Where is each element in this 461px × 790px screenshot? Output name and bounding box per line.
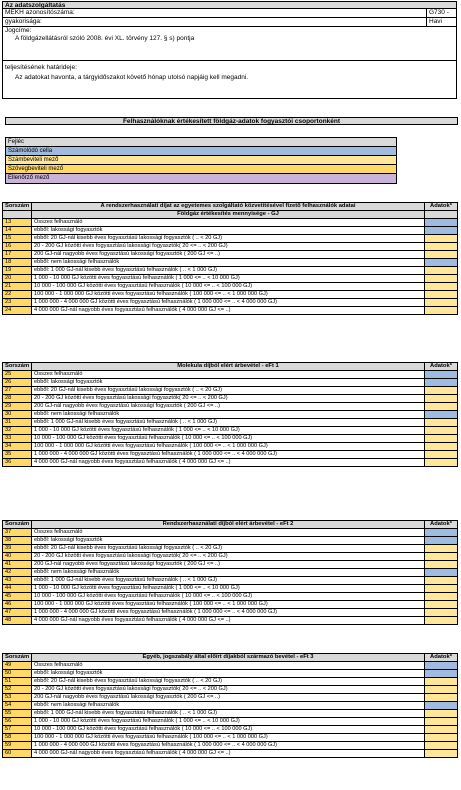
legal-row — [2, 27, 457, 61]
input-cell[interactable] — [425, 718, 458, 726]
row-number: 55 — [3, 710, 32, 718]
deadline-row — [2, 61, 457, 99]
row-number: 21 — [3, 283, 32, 291]
row-description: 1 000 000 - 4 000 000 GJ közötti éves fogyasztású felhasználók ( 1 000 000 <= .. < 4 000 000 GJ) — [32, 299, 425, 307]
row-description: 1 000 - 10 000 GJ közötti éves fogyasztású felhasználók ( 1 000 <= .. < 10 000 GJ) — [32, 585, 425, 593]
section-title: Egyéb, jogszabály által előírt díjakból származó bevétel - eFt 3 — [32, 654, 425, 662]
row-description: ebből: 20 GJ-nál kisebb éves fogyasztású lakossági fogyasztók ( .. < 20 GJ) — [32, 678, 425, 686]
row-number: 45 — [3, 593, 32, 601]
row-number: 52 — [3, 686, 32, 694]
table-row — [3, 617, 458, 625]
row-description: Összes felhasználó — [32, 662, 425, 670]
row-number: 40 — [3, 553, 32, 561]
table-row — [3, 411, 458, 419]
row-number: 16 — [3, 243, 32, 251]
section-subtitle: Földgáz értékesítés mennyisége - GJ — [32, 211, 425, 219]
row-description: 10 000 - 100 000 GJ közötti éves fogyasztású felhasználók ( 10 000 <= .. < 100 000 GJ) — [32, 726, 425, 734]
row-description: 4 000 000 GJ-nál nagyobb éves fogyasztású felhasználók ( 4 000 000 GJ <= ..) — [32, 307, 425, 315]
col-header-adatok: Adatok* — [425, 203, 458, 211]
row-number: 41 — [3, 561, 32, 569]
header-title: Az adatszolgáltatás — [2, 1, 457, 9]
row-description: ebből: 1 000 GJ-nál kisebb éves fogyasztású felhasználók ( .. < 1 000 GJ) — [32, 267, 425, 275]
input-cell[interactable] — [425, 435, 458, 443]
input-cell[interactable] — [425, 235, 458, 243]
main-title: Felhasználóknak értékesített földgáz-adatok fogyasztói csoportonként — [5, 117, 458, 125]
col-header-adatok: Adatok* — [425, 363, 458, 371]
table-row — [3, 593, 458, 601]
section-header-row — [3, 203, 458, 211]
input-cell[interactable] — [425, 601, 458, 609]
calculated-cell — [425, 702, 458, 710]
calculated-cell — [425, 259, 458, 267]
legend-item-calc: Számolódó cella — [6, 147, 396, 156]
row-description: 100 000 - 1 000 000 GJ közötti éves fogyasztású felhasználók ( 100 000 <= .. < 1 000 000 GJ) — [32, 291, 425, 299]
col-header-adatok: Adatok* — [425, 654, 458, 662]
row-number: 48 — [3, 617, 32, 625]
calculated-cell — [425, 227, 458, 235]
row-number: 26 — [3, 379, 32, 387]
row-description: 1 000 000 - 4 000 000 GJ közötti éves fogyasztású felhasználók ( 1 000 000 <= .. < 4 000 000 GJ) — [32, 609, 425, 617]
row-number: 46 — [3, 601, 32, 609]
row-number: 25 — [3, 371, 32, 379]
row-description: 1 000 000 - 4 000 000 GJ közötti éves fogyasztású felhasználók ( 1 000 000 <= .. < 4 000 000 GJ) — [32, 742, 425, 750]
table-row — [3, 577, 458, 585]
freq-value: Havi — [426, 18, 456, 26]
row-number: 29 — [3, 403, 32, 411]
table-row — [3, 459, 458, 467]
row-number: 23 — [3, 299, 32, 307]
row-number: 42 — [3, 569, 32, 577]
section-subtitle-row — [3, 211, 458, 219]
row-description: 4 000 000 GJ-nál nagyobb éves fogyasztású felhasználók ( 4 000 000 GJ <= ..) — [32, 459, 425, 467]
input-cell[interactable] — [425, 251, 458, 259]
input-cell[interactable] — [425, 291, 458, 299]
row-description: ebből: lakossági fogyasztók — [32, 379, 425, 387]
col-header-sorszam: Sorszám — [3, 654, 32, 662]
row-description: ebből: 20 GJ-nál kisebb éves fogyasztású lakossági fogyasztók ( .. < 20 GJ) — [32, 235, 425, 243]
row-description: 1 000 - 10 000 GJ közötti éves fogyasztású felhasználók ( 1 000 <= .. < 10 000 GJ) — [32, 275, 425, 283]
row-number: 56 — [3, 718, 32, 726]
table-row — [3, 275, 458, 283]
row-number: 57 — [3, 726, 32, 734]
row-description: 1 000 - 10 000 GJ közötti éves fogyasztású felhasználók ( 1 000 <= .. < 10 000 GJ) — [32, 718, 425, 726]
row-number: 44 — [3, 585, 32, 593]
freq-row — [2, 18, 457, 27]
row-description: ebből: 20 GJ-nál kisebb éves fogyasztású lakossági fogyasztók ( .. < 20 GJ) — [32, 387, 425, 395]
table-row — [3, 569, 458, 577]
row-description: ebből: lakossági fogyasztók — [32, 227, 425, 235]
table-row — [3, 710, 458, 718]
row-description: 200 GJ-nál nagyobb éves fogyasztású lakossági fogyasztók ( 200 GJ <= ..) — [32, 251, 425, 259]
row-number: 20 — [3, 275, 32, 283]
row-description: 200 GJ-nál nagyobb éves fogyasztású lakossági fogyasztók ( 200 GJ <= ..) — [32, 403, 425, 411]
table-row — [3, 750, 458, 758]
row-description: ebből: nem lakossági felhasználók — [32, 569, 425, 577]
table-row — [3, 267, 458, 275]
input-cell[interactable] — [425, 609, 458, 617]
input-cell[interactable] — [425, 307, 458, 315]
input-cell[interactable] — [425, 750, 458, 758]
row-description: ebből: 1 000 GJ-nál kisebb éves fogyasztású felhasználók ( .. < 1 000 GJ) — [32, 710, 425, 718]
table-row — [3, 435, 458, 443]
calculated-cell — [425, 411, 458, 419]
table-row — [3, 537, 458, 545]
table-row — [3, 678, 458, 686]
row-number: 53 — [3, 694, 32, 702]
table-row — [3, 662, 458, 670]
row-description: 100 000 - 1 000 000 GJ közötti éves fogyasztású felhasználók ( 100 000 <= .. < 1 000 000 GJ) — [32, 601, 425, 609]
empty-cell — [3, 211, 32, 219]
section-header-row — [3, 654, 458, 662]
input-cell[interactable] — [425, 403, 458, 411]
section-title: Molekula díjból elért árbevétel - eFt 1 — [32, 363, 425, 371]
calculated-cell — [425, 219, 458, 227]
section-table-3 — [2, 520, 458, 625]
row-description: ebből: lakossági fogyasztók — [32, 670, 425, 678]
input-cell[interactable] — [425, 742, 458, 750]
row-description: ebből: 20 GJ-nál kisebb éves fogyasztású lakossági fogyasztók ( .. < 20 GJ) — [32, 545, 425, 553]
row-number: 15 — [3, 235, 32, 243]
calculated-cell — [425, 569, 458, 577]
legend-item-text-input: Szövegbeviteli mező — [6, 165, 396, 174]
table-row — [3, 545, 458, 553]
table-row — [3, 529, 458, 537]
section-header-row — [3, 521, 458, 529]
table-row — [3, 395, 458, 403]
row-number: 58 — [3, 734, 32, 742]
col-header-sorszam: Sorszám — [3, 521, 32, 529]
row-number: 27 — [3, 387, 32, 395]
input-cell[interactable] — [425, 561, 458, 569]
input-cell[interactable] — [425, 451, 458, 459]
row-number: 49 — [3, 662, 32, 670]
table-row — [3, 553, 458, 561]
row-description: Összes felhasználó — [32, 371, 425, 379]
row-number: 17 — [3, 251, 32, 259]
section-title: Rendszerhasználati díjból elért árbevétel - eFt 2 — [32, 521, 425, 529]
input-cell[interactable] — [425, 577, 458, 585]
table-row — [3, 451, 458, 459]
row-number: 31 — [3, 419, 32, 427]
row-number: 37 — [3, 529, 32, 537]
row-number: 18 — [3, 259, 32, 267]
row-description: 20 - 200 GJ közötti éves fogyasztású lakossági fogyasztók( 20 <= .. < 200 GJ) — [32, 395, 425, 403]
section-table-1 — [2, 202, 458, 315]
table-row — [3, 243, 458, 251]
table-row — [3, 601, 458, 609]
input-cell[interactable] — [425, 686, 458, 694]
legend — [5, 137, 397, 184]
input-cell[interactable] — [425, 726, 458, 734]
mekh-label: MEKH azonosítószáma: — [5, 9, 75, 16]
legal-text: A földgázellátásról szóló 2008. évi XL. törvény 127. § s) pontja — [15, 35, 195, 42]
empty-cell — [425, 211, 458, 219]
row-number: 33 — [3, 435, 32, 443]
row-number: 36 — [3, 459, 32, 467]
row-description: 10 000 - 100 000 GJ közötti éves fogyasztású felhasználók ( 10 000 <= .. < 100 000 GJ) — [32, 435, 425, 443]
row-number: 34 — [3, 443, 32, 451]
row-number: 59 — [3, 742, 32, 750]
calculated-cell — [425, 529, 458, 537]
input-cell[interactable] — [425, 299, 458, 307]
table-row — [3, 419, 458, 427]
input-cell[interactable] — [425, 710, 458, 718]
freq-label: gyakorisága: — [5, 18, 42, 25]
input-cell[interactable] — [425, 553, 458, 561]
legal-label: Jogcíme: — [5, 27, 32, 34]
table-row — [3, 251, 458, 259]
row-description: 1 000 - 10 000 GJ közötti éves fogyasztású felhasználók ( 1 000 <= .. < 10 000 GJ) — [32, 427, 425, 435]
row-description: ebből: nem lakossági felhasználók — [32, 411, 425, 419]
section-table-4 — [2, 653, 458, 758]
input-cell[interactable] — [425, 734, 458, 742]
row-description: 200 GJ-nál nagyobb éves fogyasztású lakossági fogyasztók ( 200 GJ <= ..) — [32, 694, 425, 702]
table-row — [3, 443, 458, 451]
col-header-adatok: Adatok* — [425, 521, 458, 529]
table-row — [3, 259, 458, 267]
table-row — [3, 387, 458, 395]
row-number: 47 — [3, 609, 32, 617]
row-number: 38 — [3, 537, 32, 545]
input-cell[interactable] — [425, 243, 458, 251]
input-cell[interactable] — [425, 283, 458, 291]
calculated-cell — [425, 670, 458, 678]
section-table-2 — [2, 362, 458, 467]
table-row — [3, 219, 458, 227]
section-header-row — [3, 363, 458, 371]
row-description: ebből: 1 000 GJ-nál kisebb éves fogyasztású felhasználók ( .. < 1 000 GJ) — [32, 419, 425, 427]
table-row — [3, 307, 458, 315]
input-cell[interactable] — [425, 585, 458, 593]
table-row — [3, 427, 458, 435]
row-number: 54 — [3, 702, 32, 710]
input-cell[interactable] — [425, 678, 458, 686]
row-description: ebből: nem lakossági felhasználók — [32, 702, 425, 710]
row-description: Összes felhasználó — [32, 529, 425, 537]
row-description: ebből: lakossági fogyasztók — [32, 537, 425, 545]
input-cell[interactable] — [425, 395, 458, 403]
input-cell[interactable] — [425, 275, 458, 283]
col-header-sorszam: Sorszám — [3, 363, 32, 371]
table-row — [3, 585, 458, 593]
input-cell[interactable] — [425, 459, 458, 467]
table-row — [3, 371, 458, 379]
calculated-cell — [425, 371, 458, 379]
row-number: 32 — [3, 427, 32, 435]
row-description: 4 000 000 GJ-nál nagyobb éves fogyasztású felhasználók ( 4 000 000 GJ <= ..) — [32, 617, 425, 625]
table-row — [3, 702, 458, 710]
input-cell[interactable] — [425, 267, 458, 275]
row-description: ebből: nem lakossági felhasználók — [32, 259, 425, 267]
row-number: 19 — [3, 267, 32, 275]
input-cell[interactable] — [425, 419, 458, 427]
deadline-label: teljesítésének határideje: — [5, 64, 77, 71]
row-number: 14 — [3, 227, 32, 235]
table-row — [3, 726, 458, 734]
table-row — [3, 609, 458, 617]
legend-item-check: Ellenőrző mező — [6, 174, 396, 183]
section-title: A rendszerhasználati díjat az egyetemes szolgáltató közvetítésével fizető felhasználók adatai — [32, 203, 425, 211]
table-row — [3, 734, 458, 742]
row-description: 20 - 200 GJ közötti éves fogyasztású lakossági fogyasztók( 20 <= .. < 200 GJ) — [32, 686, 425, 694]
row-description: 100 000 - 1 000 000 GJ közötti éves fogyasztású felhasználók ( 100 000 <= .. < 1 000 000 GJ) — [32, 443, 425, 451]
table-row — [3, 694, 458, 702]
mekh-value: G730 - — [426, 9, 456, 17]
input-cell[interactable] — [425, 427, 458, 435]
legend-item-number-input: Számbeviteli mező — [6, 156, 396, 165]
row-description: ebből: 1 000 GJ-nál kisebb éves fogyasztású felhasználók ( .. < 1 000 GJ) — [32, 577, 425, 585]
table-row — [3, 283, 458, 291]
row-description: 100 000 - 1 000 000 GJ közötti éves fogyasztású felhasználók ( 100 000 <= .. < 1 000 000 GJ) — [32, 734, 425, 742]
input-cell[interactable] — [425, 387, 458, 395]
table-row — [3, 561, 458, 569]
calculated-cell — [425, 537, 458, 545]
table-row — [3, 291, 458, 299]
row-number: 43 — [3, 577, 32, 585]
table-row — [3, 403, 458, 411]
row-description: 10 000 - 100 000 GJ közötti éves fogyasztású felhasználók ( 10 000 <= .. < 100 000 GJ) — [32, 283, 425, 291]
row-number: 24 — [3, 307, 32, 315]
row-number: 60 — [3, 750, 32, 758]
table-row — [3, 718, 458, 726]
table-row — [3, 686, 458, 694]
calculated-cell — [425, 379, 458, 387]
row-number: 51 — [3, 678, 32, 686]
row-number: 22 — [3, 291, 32, 299]
table-row — [3, 227, 458, 235]
calculated-cell — [425, 662, 458, 670]
input-cell[interactable] — [425, 617, 458, 625]
row-description: Összes felhasználó — [32, 219, 425, 227]
row-number: 13 — [3, 219, 32, 227]
input-cell[interactable] — [425, 694, 458, 702]
table-row — [3, 670, 458, 678]
row-number: 35 — [3, 451, 32, 459]
row-number: 28 — [3, 395, 32, 403]
mekh-row — [2, 9, 457, 18]
row-description: 4 000 000 GJ-nál nagyobb éves fogyasztású felhasználók ( 4 000 000 GJ <= ..) — [32, 750, 425, 758]
table-row — [3, 299, 458, 307]
input-cell[interactable] — [425, 443, 458, 451]
row-description: 20 - 200 GJ közötti éves fogyasztású lakossági fogyasztók( 20 <= .. < 200 GJ) — [32, 243, 425, 251]
row-number: 39 — [3, 545, 32, 553]
input-cell[interactable] — [425, 593, 458, 601]
table-row — [3, 235, 458, 243]
table-row — [3, 742, 458, 750]
row-description: 20 - 200 GJ közötti éves fogyasztású lakossági fogyasztók( 20 <= .. < 200 GJ) — [32, 553, 425, 561]
row-description: 10 000 - 100 000 GJ közötti éves fogyasztású felhasználók ( 10 000 <= .. < 100 000 GJ) — [32, 593, 425, 601]
row-description: 200 GJ-nál nagyobb éves fogyasztású lakossági fogyasztók ( 200 GJ <= ..) — [32, 561, 425, 569]
deadline-text: Az adatokat havonta, a tárgyidőszakot követő hónap utolsó napjáig kell megadni. — [15, 74, 249, 81]
table-row — [3, 379, 458, 387]
row-number: 50 — [3, 670, 32, 678]
input-cell[interactable] — [425, 545, 458, 553]
legend-item-header: Fejléc — [6, 138, 396, 147]
row-number: 30 — [3, 411, 32, 419]
col-header-sorszam: Sorszám — [3, 203, 32, 211]
row-description: 1 000 000 - 4 000 000 GJ közötti éves fogyasztású felhasználók ( 1 000 000 <= .. < 4 000 000 GJ) — [32, 451, 425, 459]
